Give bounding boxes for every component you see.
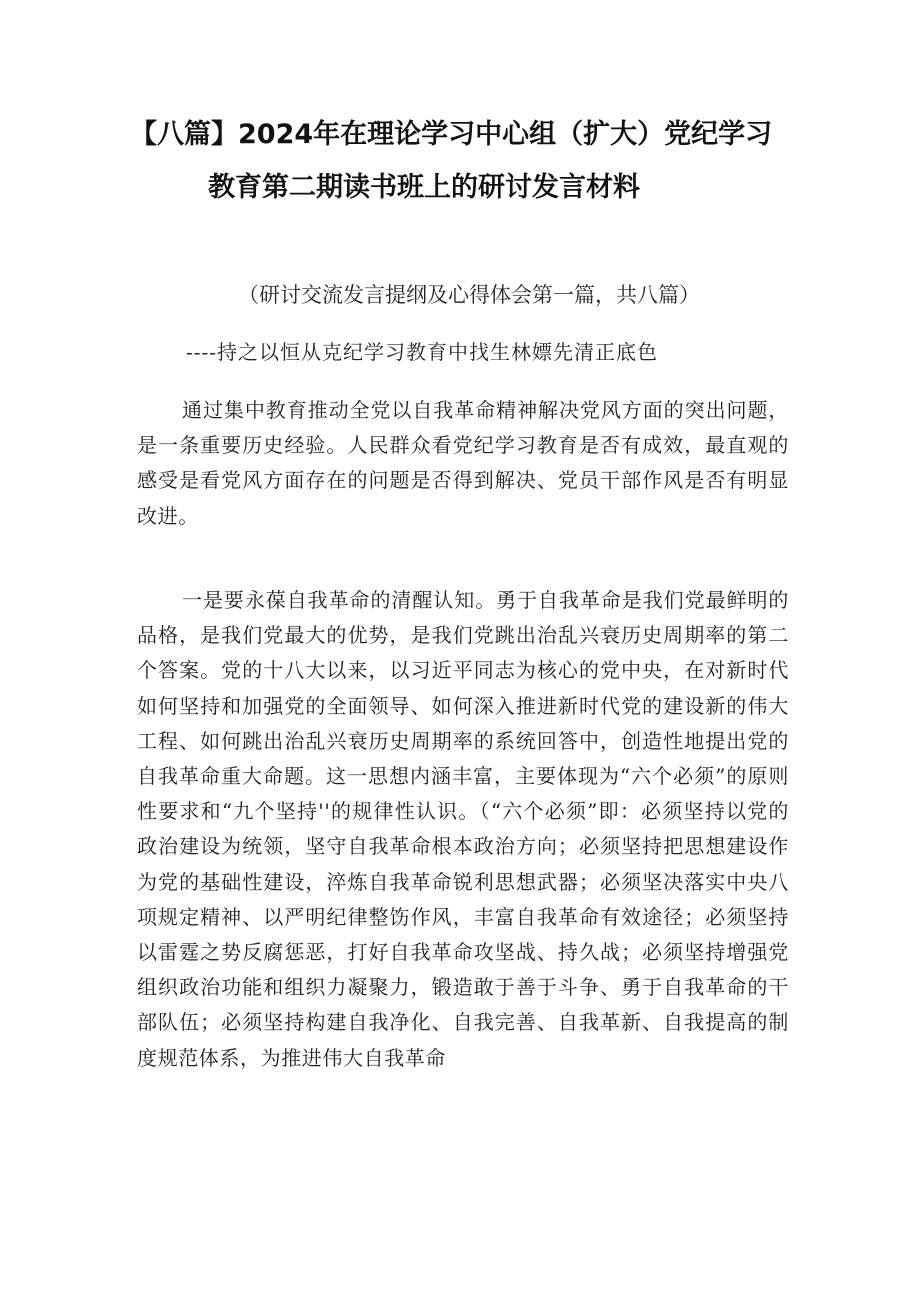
body-paragraph-1: 通过集中教育推动全党以自我革命精神解决党风方面的突出问题，是一条重要历史经验。人民群众看党纪学习教育是否有成效，最直观的感受是看党风方面存在的问题是否得到解决、党员干部作风是否有明显改进。 bbox=[137, 398, 789, 528]
document-subline: ----持之以恒从克纪学习教育中找生林嫖先清正底色 bbox=[186, 340, 659, 364]
body-paragraph-2: 一是要永葆自我革命的清醒认知。勇于自我革命是我们党最鲜明的品格，是我们党最大的优势，是我们党跳出治乱兴衰历史周期率的第二个答案。党的十八大以来，以习近平同志为核心的党中央，在对新时代如何坚持和加强党的全面领导、如何深入推进新时代党的建设新的伟大工程、如何跳出治乱兴衰历史周期率的系统回答中，创造性地提出党的自我革命重大命题。这一思想内涵丰富，主要体现为“六个必须”的原则性要求和“九个坚持''的规律性认识。（“六个必须”即：必须坚持以党的政治建设为统领，坚守自我革命根本政治方向；必须坚持把思想建设作为党的基础性建设，淬炼自我革命锐利思想武器；必须坚决落实中央八项规定精神、以严明纪律整饬作风，丰富自我革命有效途径；必须坚持以雷霆之势反腐惩恶，打好自我革命攻坚战、持久战；必须坚持增强党组织政治功能和组织力凝聚力，锻造敢于善于斗争、勇于自我革命的干部队伍；必须坚持构建自我净化、自我完善、自我革新、自我提高的制度规范体系，为推进伟大自我革命 bbox=[137, 588, 789, 1070]
document-title-line-2: 教育第二期读书班上的研讨发言材料 bbox=[208, 172, 640, 203]
document-title-line-1: 【八篇】2024年在理论学习中心组（扩大）党纪学习 bbox=[130, 119, 773, 150]
document-subtitle: （研讨交流发言提纲及心得体会第一篇，共八篇） bbox=[238, 283, 700, 307]
